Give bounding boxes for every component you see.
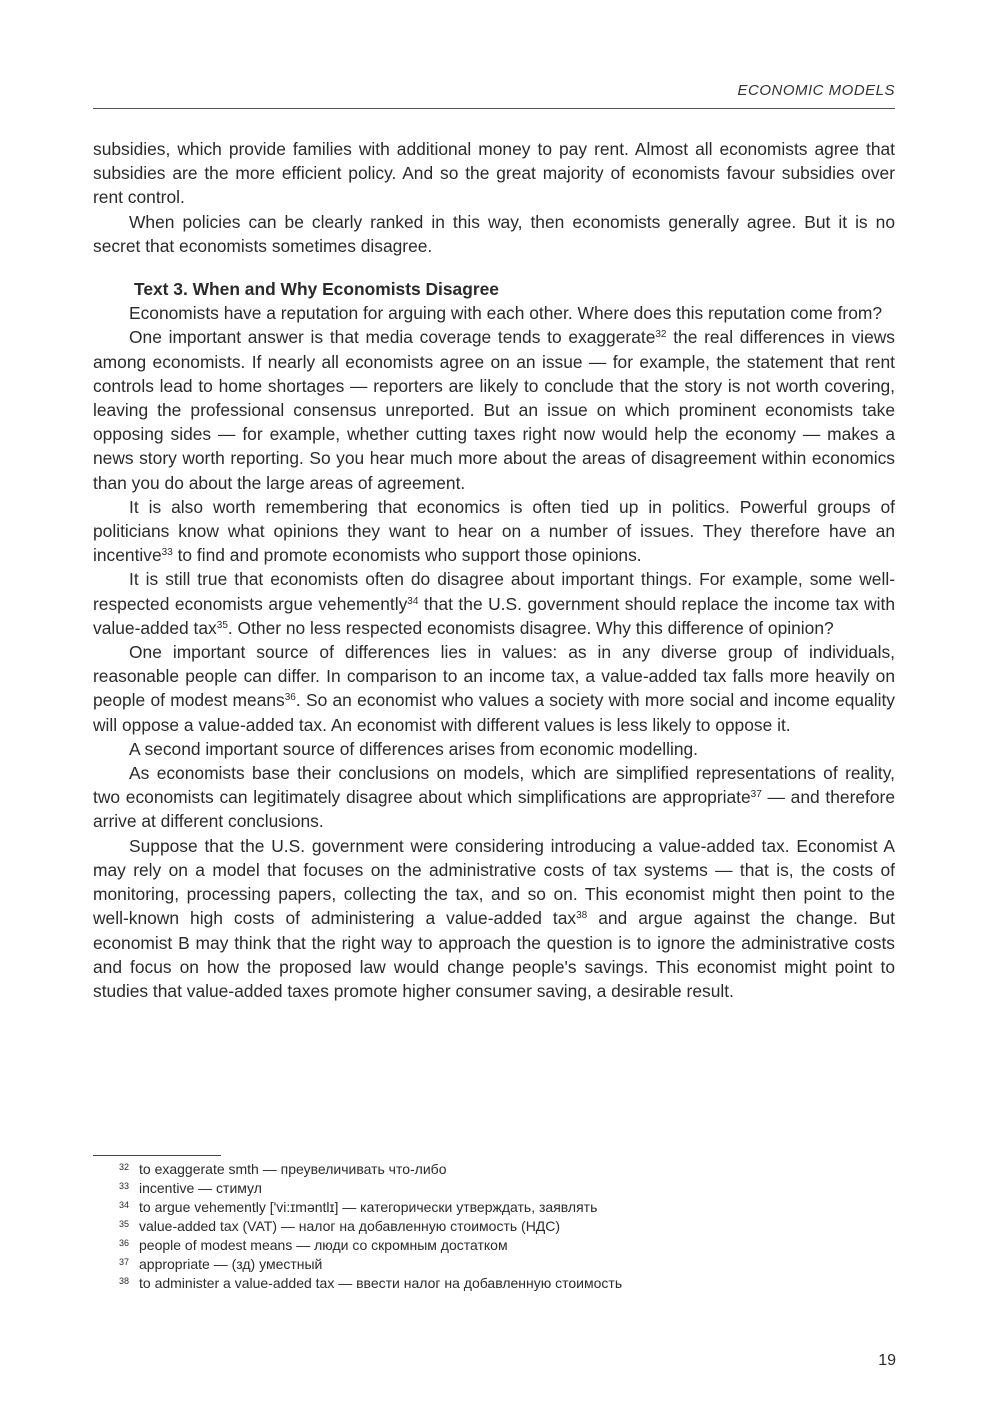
footnote-ref: 34 <box>407 595 419 607</box>
footnote-ref: 36 <box>284 692 296 704</box>
text: As economists base their conclusions on models, which are simplified representations of reality, two economists can legitimately disagree about which simplifications are appropriate <box>93 763 895 808</box>
footnote-text: appropriate — (зд) уместный <box>139 1256 323 1272</box>
paragraph <box>93 640 895 737</box>
footnote-rule <box>93 1155 221 1156</box>
footnote-ref: 37 <box>750 789 762 801</box>
running-header: ECONOMIC MODELS <box>737 82 895 99</box>
text: It is also worth remembering that economics is often tied up in politics. Powerful groups of politicians know what opinions they want to hear on a number of issues. They therefore have an incentive <box>93 496 895 566</box>
paragraph <box>93 761 895 834</box>
text: and argue against the change. But economist B may think that the right way to approach the question is to ignore the administrative costs and focus on how the proposed law would change people's savings. This economist might point to studies that value-added taxes promote higher consumer saving, a desirable result. <box>93 908 895 1001</box>
footnote: $^{36}$ people of modest means — люди со скромным достатком <box>119 1237 508 1253</box>
footnote-text: to exaggerate smth — преувеличивать что-либо <box>139 1161 447 1177</box>
text: the real differences in views among economists. If nearly all economists agree on an issue — for example, the statement that rent controls lead to home shortages — reporters are likely to conclude that the story is not worth covering, leaving the professional consensus unreported. But an issue on which prominent economists take opposing sides — for example, whether cutting taxes right now would help the economy — makes a news story worth reporting. So you hear much more about the areas of disagreement within economics than you do about the large areas of agreement. <box>93 327 896 493</box>
footnotes <box>119 1160 622 1293</box>
footnote-ref: 38 <box>576 910 588 922</box>
body-text <box>93 137 895 1003</box>
paragraph: Economists have a reputation for arguing with each other. Where does this reputation come from? <box>129 303 883 324</box>
paragraph <box>93 495 895 568</box>
header-rule <box>93 108 895 109</box>
footnote: $^{33}$ incentive — стимул <box>119 1180 262 1196</box>
footnote: $^{38}$ to administer a value-added tax — ввести налог на добавленную стоимость <box>119 1275 623 1291</box>
footnote-ref: 32 <box>655 329 667 341</box>
text: . Other no less respected economists disagree. Why this difference of opinion? <box>227 617 834 638</box>
text: Suppose that the U.S. government were considering introducing a value-added tax. Economist A may rely on a model that focuses on the administrative costs of tax systems — that is, the costs of monitoring, processing papers, collecting the tax, and so on. This economist might then point to the well-known high costs of administering a value-added tax <box>93 835 895 929</box>
paragraph <box>93 834 895 1003</box>
text: that the U.S. government should replace the income tax with value-added tax <box>93 593 895 638</box>
text: One important answer is that media coverage tends to exaggerate <box>129 327 656 348</box>
footnote: $^{34}$ to argue vehemently ['vi:ɪməntlɪ] — категорически утверждать, заявлять <box>119 1199 598 1215</box>
paragraph <box>93 567 895 640</box>
footnote-text: value-added tax (VAT) — налог на добавленную стоимость (НДС) <box>139 1218 561 1234</box>
text: One important source of differences lies in values: as in any diverse group of individuals, reasonable people can differ. In comparison to an income tax, a value-added tax falls more heavily on people of modest means <box>93 642 895 711</box>
footnote-text: to argue vehemently ['vi:ɪməntlɪ] — категорически утверждать, заявлять <box>139 1199 598 1215</box>
page-number: 19 <box>878 1352 896 1369</box>
paragraph: subsidies, which provide families with additional money to pay rent. Almost all economists agree that subsidies are the more efficient policy. And so the great majority of economists favour subsidies over rent control. <box>93 139 895 208</box>
text: . So an economist who values a society with more social and income equality will oppose a value-added tax. An economist with different values is less likely to oppose it. <box>93 690 896 735</box>
footnote-text: to administer a value-added tax — ввести налог на добавленную стоимость <box>139 1275 623 1291</box>
footnote-ref: 33 <box>161 547 173 559</box>
text: — and therefore arrive at different conclusions. <box>93 787 895 832</box>
footnote-text: people of modest means — люди со скромным достатком <box>139 1237 508 1253</box>
paragraph <box>93 325 895 494</box>
paragraph: A second important source of differences arises from economic modelling. <box>129 738 699 759</box>
text: It is still true that economists often do disagree about important things. For example, some well-respected economists argue vehemently <box>93 569 895 614</box>
footnote: $^{32}$ to exaggerate smth — преувеличивать что-либо <box>119 1161 447 1177</box>
section-heading: Text 3. When and Why Economists Disagree <box>134 279 499 300</box>
footnote-ref: 35 <box>216 619 228 631</box>
text: to find and promote economists who support those opinions. <box>172 545 642 566</box>
paragraph: When policies can be clearly ranked in this way, then economists generally agree. But it is no secret that economists sometimes disagree. <box>93 211 895 256</box>
footnote: $^{35}$ value-added tax (VAT) — налог на добавленную стоимость (НДС) <box>119 1218 561 1234</box>
footnote-text: incentive — стимул <box>139 1180 262 1196</box>
footnote: $^{37}$ appropriate — (зд) уместный <box>119 1256 323 1272</box>
